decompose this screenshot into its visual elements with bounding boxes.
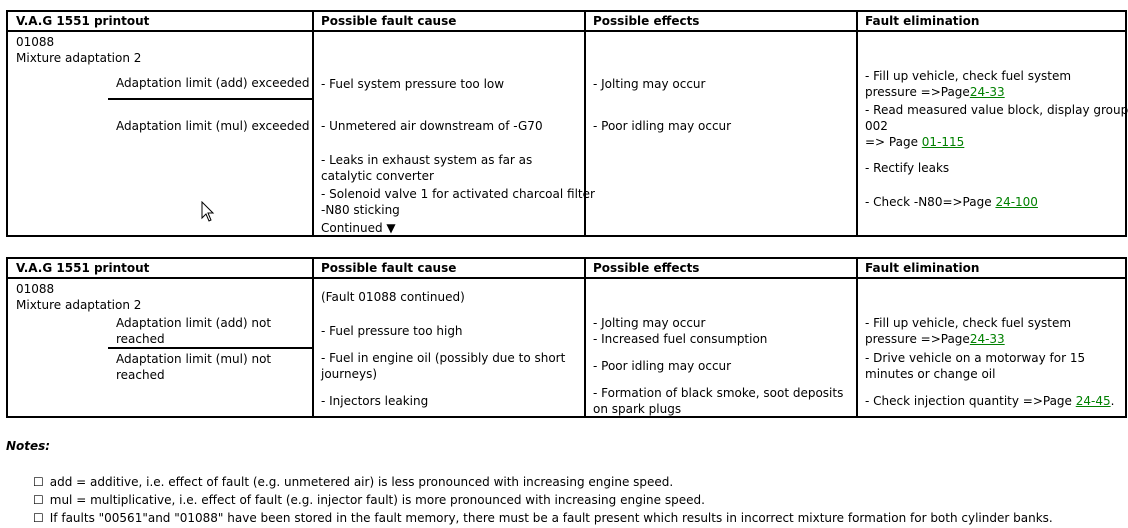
header-effects: Possible effects	[593, 261, 700, 275]
page-link[interactable]: 01-115	[921, 135, 965, 149]
header-effects: Possible effects	[593, 14, 700, 28]
cause-item: - Solenoid valve 1 for activated charcoal filter	[321, 187, 595, 201]
elim-item: pressure =>Page24-33	[865, 332, 1005, 346]
checkbox-bullet-icon: ☐	[33, 475, 44, 489]
cause-item: - Fuel system pressure too low	[321, 77, 505, 91]
checkbox-bullet-icon: ☐	[33, 493, 44, 507]
page-link[interactable]: 24-100	[995, 195, 1038, 209]
notes-title: Notes:	[6, 439, 51, 453]
page-link[interactable]: 24-33	[969, 332, 1005, 346]
adaptation-limit-add: Adaptation limit (add) exceeded	[116, 76, 310, 90]
note-item: ☐ add = additive, i.e. effect of fault (e.g. unmetered air) is less pronounced with increasing engine speed.	[33, 475, 674, 489]
adaptation-limit-add: Adaptation limit (add) not	[116, 316, 272, 330]
effect-item: - Poor idling may occur	[593, 359, 732, 373]
note-item: ☐ mul = multiplicative, i.e. effect of fault (e.g. injector fault) is more pronounced with increasing engine speed.	[33, 493, 705, 507]
header-printout: V.A.G 1551 printout	[16, 261, 150, 275]
elim-item: pressure =>Page24-33	[865, 85, 1005, 99]
elim-item: minutes or change oil	[865, 367, 996, 381]
adaptation-limit-mul: reached	[116, 368, 165, 382]
fault-name: Mixture adaptation 2	[16, 51, 142, 65]
adaptation-limit-add: reached	[116, 332, 165, 346]
divider	[108, 347, 312, 349]
fault-table-1	[6, 10, 1127, 237]
effect-item: - Increased fuel consumption	[593, 332, 768, 346]
fault-code: 01088	[16, 282, 55, 296]
header-elimination: Fault elimination	[865, 261, 980, 275]
effect-item: - Formation of black smoke, soot deposits	[593, 386, 844, 400]
elim-item: - Fill up vehicle, check fuel system	[865, 69, 1072, 83]
header-cause: Possible fault cause	[321, 261, 457, 275]
elim-item: - Read measured value block, display group	[865, 103, 1128, 117]
cause-item: - Fuel pressure too high	[321, 324, 463, 338]
fault-table-2	[6, 257, 1127, 418]
cause-item: catalytic converter	[321, 169, 434, 183]
header-printout: V.A.G 1551 printout	[16, 14, 150, 28]
elim-item: => Page 01-115	[865, 135, 965, 149]
page-link[interactable]: 24-33	[969, 85, 1005, 99]
elim-item: - Fill up vehicle, check fuel system	[865, 316, 1072, 330]
mouse-cursor-icon	[201, 201, 215, 223]
effect-item: - Jolting may occur	[593, 316, 706, 330]
cause-item: journeys)	[321, 367, 378, 381]
elim-item: - Check injection quantity =>Page 24-45.	[865, 394, 1115, 408]
page-link[interactable]: 24-45	[1075, 394, 1111, 408]
cause-item: - Unmetered air downstream of -G70	[321, 119, 543, 133]
cause-item: - Leaks in exhaust system as far as	[321, 153, 533, 167]
header-elimination: Fault elimination	[865, 14, 980, 28]
effect-item: on spark plugs	[593, 402, 682, 416]
cause-item: - Fuel in engine oil (possibly due to short	[321, 351, 566, 365]
cause-item: -N80 sticking	[321, 203, 400, 217]
effect-item: - Poor idling may occur	[593, 119, 732, 133]
note-item: ☐ If faults "00561"and "01088" have been stored in the fault memory, there must be a fault present which results in incorrect mixture formation for both cylinder banks.	[33, 511, 1053, 525]
cause-item: (Fault 01088 continued)	[321, 290, 465, 304]
fault-code: 01088	[16, 35, 55, 49]
adaptation-limit-mul: Adaptation limit (mul) exceeded	[116, 119, 310, 133]
checkbox-bullet-icon: ☐	[33, 511, 44, 525]
elim-item: - Rectify leaks	[865, 161, 950, 175]
continued-link[interactable]: Continued ▼	[321, 221, 396, 235]
fault-name: Mixture adaptation 2	[16, 298, 142, 312]
adaptation-limit-mul: Adaptation limit (mul) not	[116, 352, 272, 366]
elim-item: - Drive vehicle on a motorway for 15	[865, 351, 1086, 365]
divider	[108, 98, 312, 100]
elim-item: 002	[865, 119, 888, 133]
effect-item: - Jolting may occur	[593, 77, 706, 91]
cause-item: - Injectors leaking	[321, 394, 429, 408]
elim-item: - Check -N80=>Page 24-100	[865, 195, 1038, 209]
header-cause: Possible fault cause	[321, 14, 457, 28]
